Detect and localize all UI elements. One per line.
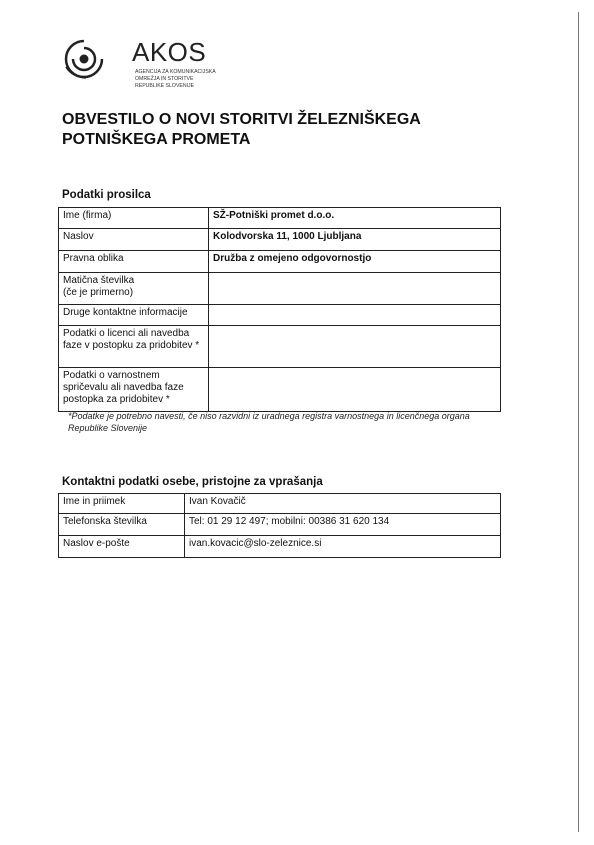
akos-logo [62,37,252,97]
field-value: Družba z omejeno odgovornostjo [209,251,501,273]
akos-logo-icon [62,37,106,81]
field-value[interactable] [209,368,501,412]
field-label: Naslov e-pošte [59,536,185,558]
field-value[interactable] [209,273,501,305]
table-row [59,494,501,514]
table-row [59,273,501,305]
logo-name: AKOS [132,37,207,67]
field-label: Ime in priimek [59,494,185,514]
table-row [59,514,501,536]
table-row [59,326,501,368]
field-label: Pravna oblika [59,251,209,273]
logo-subtitle-line: REPUBLIKE SLOVENIJE [135,83,195,89]
table-row [59,305,501,326]
table-row [59,208,501,229]
document-title: OBVESTILO O NOVI STORITVI ŽELEZNIŠKEGA POTNIŠKEGA PROMETA [62,111,421,148]
field-label: Telefonska številka [59,514,185,536]
field-label: Matična številka (če je primerno) [59,273,209,305]
field-value: Ivan Kovačič [185,494,501,514]
table-row [59,229,501,251]
field-label: Podatki o licenci ali navedba faze v postopku za pridobitev * [59,326,209,368]
contact-section-heading: Kontaktni podatki osebe, pristojne za vprašanja [62,476,323,488]
table-row [59,536,501,558]
logo-subtitle-line: AGENCIJA ZA KOMUNIKACIJSKA [135,69,216,75]
table-row [59,251,501,273]
field-value[interactable] [209,326,501,368]
field-value[interactable] [209,305,501,326]
field-label: Naslov [59,229,209,251]
field-value: Tel: 01 29 12 497; mobilni: 00386 31 620 134 [185,514,501,536]
field-value[interactable]: ivan.kovacic@slo-zeleznice.si [185,536,501,558]
contact-table [58,493,501,558]
field-label: Druge kontaktne informacije [59,305,209,326]
field-value: Kolodvorska 11, 1000 Ljubljana [209,229,501,251]
field-label: Podatki o varnostnem spričevalu ali navedba faze postopka za pridobitev * [59,368,209,412]
logo-subtitle [135,69,245,90]
table-row [59,368,501,412]
field-value: SŽ-Potniški promet d.o.o. [209,208,501,229]
footnote: *Podatke je potrebno navesti, če niso razvidni iz uradnega registra varnostnega in licenčnega organa Republike Slovenije [68,411,470,433]
logo-subtitle-line: OMREŽJA IN STORITVE [135,76,194,82]
applicant-table [58,207,501,412]
page-edge-line [578,12,579,832]
applicant-section-heading: Podatki prosilca [62,189,151,201]
field-label: Ime (firma) [59,208,209,229]
